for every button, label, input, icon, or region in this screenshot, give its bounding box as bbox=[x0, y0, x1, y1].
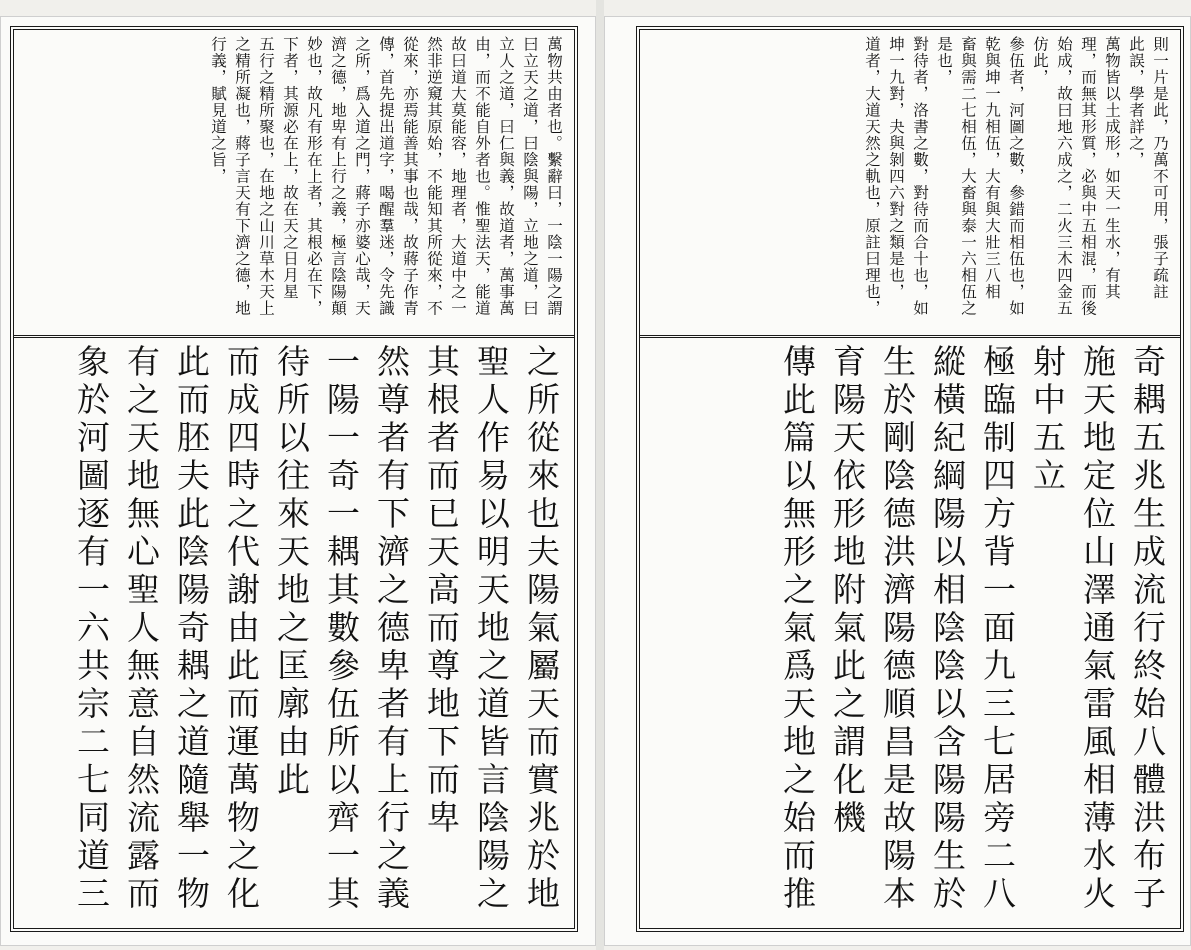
main-text-column: 極臨制四方背一面九三七居旁二八 bbox=[978, 344, 1017, 914]
right-page bbox=[604, 16, 1191, 946]
main-text-column: 象於河圖逐有一六共宗二七同道三 bbox=[72, 344, 111, 914]
commentary-column: 然非逆窺其原始，不能知其所從來，不 bbox=[425, 36, 443, 317]
commentary-column: 萬物共由者也。繫辭曰，一陰一陽之謂 bbox=[545, 36, 563, 317]
main-text-column: 然尊者有下濟之德卑者有上行之義 bbox=[372, 344, 411, 914]
commentary-column: 仿此， bbox=[1031, 36, 1049, 86]
main-text-column: 射中五立 bbox=[1028, 344, 1067, 496]
commentary-column: 則一片是此，乃萬不可用，張子疏註 bbox=[1151, 36, 1169, 300]
commentary-column: 傳，首先提出道字，喝醒羣迷，令先識 bbox=[377, 36, 395, 317]
main-text-column: 聖人作易以明天地之道皆言陰陽之 bbox=[472, 344, 511, 914]
main-text-column: 此而胚夫此陰陽奇耦之道隨舉一物 bbox=[172, 344, 211, 914]
main-text-column: 而成四時之代謝由此而運萬物之化 bbox=[222, 344, 261, 914]
main-text-column: 之所從來也夫陽氣屬天而實兆於地 bbox=[522, 344, 561, 914]
main-text-column: 育陽天依形地附氣此之謂化機 bbox=[828, 344, 867, 838]
left-page-frame bbox=[10, 26, 578, 932]
commentary-column: 坤一九對，夬與剝四六對之類是也， bbox=[887, 36, 905, 300]
left-commentary-section bbox=[14, 30, 574, 338]
commentary-column: 始成，故曰地六成之，二火三木四金五 bbox=[1055, 36, 1073, 317]
commentary-column: 由，而不能自外者也。惟聖法天，能道 bbox=[473, 36, 491, 317]
commentary-column: 此誤，學者詳之， bbox=[1127, 36, 1145, 168]
commentary-column: 行義，賦見道之旨， bbox=[209, 36, 227, 185]
right-main-text-section bbox=[640, 338, 1180, 928]
commentary-column: 從來，亦焉能善其事也哉，故蔣子作青 bbox=[401, 36, 419, 317]
commentary-column: 萬物皆以土成形，如天一生水，有其 bbox=[1103, 36, 1121, 300]
commentary-column: 道者，大道天然之軌也，原註曰理也， bbox=[863, 36, 881, 317]
commentary-column: 濟之德，地卑有上行之義，極言陰陽顛 bbox=[329, 36, 347, 317]
commentary-column: 參伍者，河圖之數，參錯而相伍也，如 bbox=[1007, 36, 1025, 317]
main-text-column: 傳此篇以無形之氣爲天地之始而推 bbox=[778, 344, 817, 914]
commentary-column: 故曰道大莫能容，地理者，大道中之一 bbox=[449, 36, 467, 317]
main-text-column: 待所以往來天地之匡廓由此 bbox=[272, 344, 311, 800]
left-page bbox=[0, 16, 596, 946]
main-text-column: 奇耦五兆生成流行終始八體洪布子 bbox=[1128, 344, 1167, 914]
commentary-column: 妙也，故凡有形在上者，其根必在下， bbox=[305, 36, 323, 317]
commentary-column: 之所，爲入道之門，蔣子亦婆心哉，天 bbox=[353, 36, 371, 317]
main-text-column: 其根者而已天高而尊地下而卑 bbox=[422, 344, 461, 838]
main-text-column: 施天地定位山澤通氣雷風相薄水火 bbox=[1078, 344, 1117, 914]
commentary-column: 理，而無其形質，必與中五相混，而後 bbox=[1079, 36, 1097, 317]
commentary-column: 之精所凝也，蔣子言天有下濟之德，地 bbox=[233, 36, 251, 317]
commentary-column: 五行之精所聚也，在地之山川草木天上 bbox=[257, 36, 275, 317]
commentary-column: 畜與需二七相伍，大畜與泰一六相伍之 bbox=[959, 36, 977, 317]
commentary-column: 立人之道，曰仁與義，故道者，萬事萬 bbox=[497, 36, 515, 317]
commentary-column: 對待者，洛書之數，對待而合十也，如 bbox=[911, 36, 929, 317]
main-text-column: 縱橫紀綱陽以相陰陰以含陽陽生於 bbox=[928, 344, 967, 914]
main-text-column: 一陽一奇一耦其數參伍所以齊一其 bbox=[322, 344, 361, 914]
commentary-column: 是也， bbox=[935, 36, 953, 86]
commentary-column: 乾與坤一九相伍，大有與大壯三八相 bbox=[983, 36, 1001, 300]
book-gutter bbox=[596, 0, 604, 950]
commentary-column: 曰立天之道，曰陰與陽，立地之道，曰 bbox=[521, 36, 539, 317]
main-text-column: 生於剛陰德洪濟陽德順昌是故陽本 bbox=[878, 344, 917, 914]
right-page-frame bbox=[636, 26, 1184, 932]
main-text-column: 有之天地無心聖人無意自然流露而 bbox=[122, 344, 161, 914]
left-main-text-section bbox=[14, 338, 574, 928]
commentary-column: 下者，其源必在上，故在天之日月星 bbox=[281, 36, 299, 300]
right-commentary-section bbox=[640, 30, 1180, 338]
